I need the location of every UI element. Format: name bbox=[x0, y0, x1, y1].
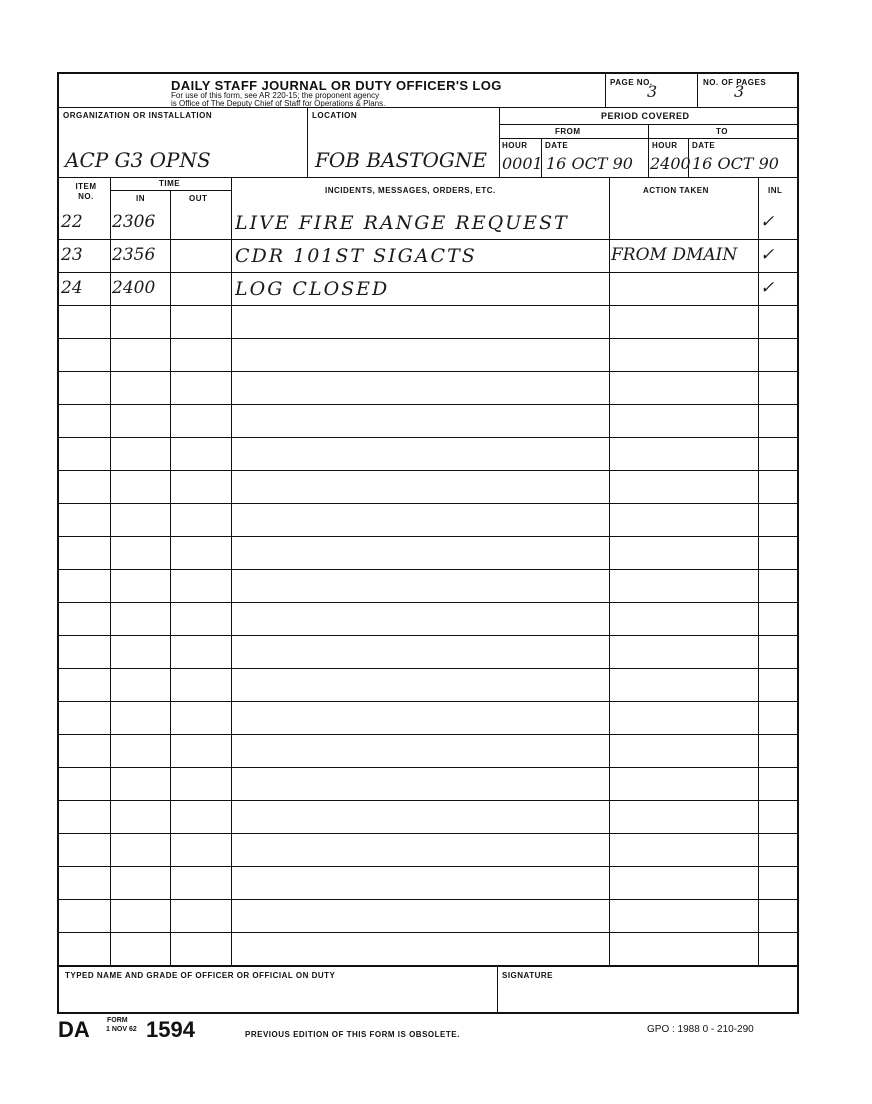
location-label: LOCATION bbox=[312, 111, 358, 120]
page-no-label: PAGE NO. bbox=[610, 78, 653, 87]
duty-log-form bbox=[57, 72, 799, 1014]
table-row bbox=[59, 372, 797, 405]
from-date-value[interactable]: 16 OCT 90 bbox=[546, 154, 633, 173]
location-value[interactable]: FOB BASTOGNE bbox=[315, 148, 487, 172]
typed-name-field[interactable] bbox=[63, 984, 493, 1010]
footer-form-word: FORM bbox=[107, 1017, 128, 1024]
col-time-in: IN bbox=[136, 194, 145, 203]
entry-item-no[interactable]: 22 bbox=[61, 212, 83, 232]
footer-obsolete-note: PREVIOUS EDITION OF THIS FORM IS OBSOLETE. bbox=[245, 1030, 460, 1039]
to-hour-label: HOUR bbox=[652, 141, 678, 150]
col-action: ACTION TAKEN bbox=[643, 186, 709, 195]
entry-time-in[interactable]: 2400 bbox=[112, 278, 156, 298]
to-date-value[interactable]: 16 OCT 90 bbox=[692, 154, 779, 173]
signature-label: SIGNATURE bbox=[502, 971, 554, 980]
table-row bbox=[59, 834, 797, 867]
table-row bbox=[59, 273, 797, 306]
entry-inl[interactable]: ✓ bbox=[760, 278, 775, 298]
col-time: TIME bbox=[159, 179, 181, 188]
page-no-value[interactable]: 3 bbox=[647, 82, 658, 101]
footer-da: DA bbox=[58, 1017, 90, 1042]
table-row bbox=[59, 933, 797, 966]
form-title: DAILY STAFF JOURNAL OR DUTY OFFICER'S LOG bbox=[171, 78, 502, 93]
from-label: FROM bbox=[555, 127, 581, 136]
table-row bbox=[59, 339, 797, 372]
form-subtitle-line1: For use of this form, see AR 220-15; the proponent agency bbox=[171, 91, 380, 100]
typed-name-label: TYPED NAME AND GRADE OF OFFICER OR OFFICIAL ON DUTY bbox=[65, 971, 336, 980]
entry-incident[interactable]: LIVE FIRE RANGE REQUEST bbox=[235, 212, 569, 234]
entry-item-no[interactable]: 24 bbox=[61, 278, 83, 298]
table-row bbox=[59, 603, 797, 636]
table-row bbox=[59, 900, 797, 933]
table-row bbox=[59, 867, 797, 900]
entry-incident[interactable]: LOG CLOSED bbox=[235, 278, 390, 300]
form-subtitle-line2: is Office of The Deputy Chief of Staff for Operations & Plans. bbox=[171, 99, 386, 108]
table-row bbox=[59, 537, 797, 570]
no-of-pages-value[interactable]: 3 bbox=[734, 82, 745, 101]
footer-form-number: 1594 bbox=[146, 1017, 195, 1042]
table-row bbox=[59, 801, 797, 834]
entry-inl[interactable]: ✓ bbox=[760, 212, 775, 232]
org-label: ORGANIZATION OR INSTALLATION bbox=[63, 111, 213, 120]
table-row bbox=[59, 240, 797, 273]
col-incidents: INCIDENTS, MESSAGES, ORDERS, ETC. bbox=[325, 186, 496, 195]
from-hour-value[interactable]: 0001 bbox=[502, 154, 543, 173]
entry-item-no[interactable]: 23 bbox=[61, 245, 83, 265]
to-label: TO bbox=[716, 127, 728, 136]
col-time-out: OUT bbox=[189, 194, 208, 203]
col-item-no: ITEM NO. bbox=[75, 182, 97, 201]
signature-field[interactable] bbox=[501, 984, 793, 1010]
entry-incident[interactable]: CDR 101ST SIGACTS bbox=[235, 245, 477, 267]
table-row bbox=[59, 768, 797, 801]
table-row bbox=[59, 636, 797, 669]
entry-action[interactable]: FROM DMAIN bbox=[611, 245, 738, 265]
no-of-pages-label: NO. OF PAGES bbox=[703, 78, 767, 87]
org-value[interactable]: ACP G3 OPNS bbox=[65, 148, 211, 172]
table-row bbox=[59, 702, 797, 735]
footer-form-date: 1 NOV 62 bbox=[106, 1026, 137, 1033]
to-date-label: DATE bbox=[692, 141, 716, 150]
from-hour-label: HOUR bbox=[502, 141, 528, 150]
period-covered-label: PERIOD COVERED bbox=[601, 111, 690, 121]
table-row bbox=[59, 570, 797, 603]
entry-time-in[interactable]: 2356 bbox=[112, 245, 156, 265]
col-inl: INL bbox=[768, 186, 783, 195]
table-row bbox=[59, 306, 797, 339]
log-table-rows bbox=[59, 207, 797, 965]
table-row bbox=[59, 207, 797, 240]
table-row bbox=[59, 405, 797, 438]
entry-time-in[interactable]: 2306 bbox=[112, 212, 156, 232]
table-row bbox=[59, 438, 797, 471]
table-row bbox=[59, 471, 797, 504]
table-row bbox=[59, 735, 797, 768]
table-row bbox=[59, 669, 797, 702]
table-row bbox=[59, 504, 797, 537]
entry-inl[interactable]: ✓ bbox=[760, 245, 775, 265]
footer-gpo: GPO : 1988 0 - 210-290 bbox=[647, 1024, 754, 1035]
to-hour-value[interactable]: 2400 bbox=[650, 154, 691, 173]
from-date-label: DATE bbox=[545, 141, 569, 150]
